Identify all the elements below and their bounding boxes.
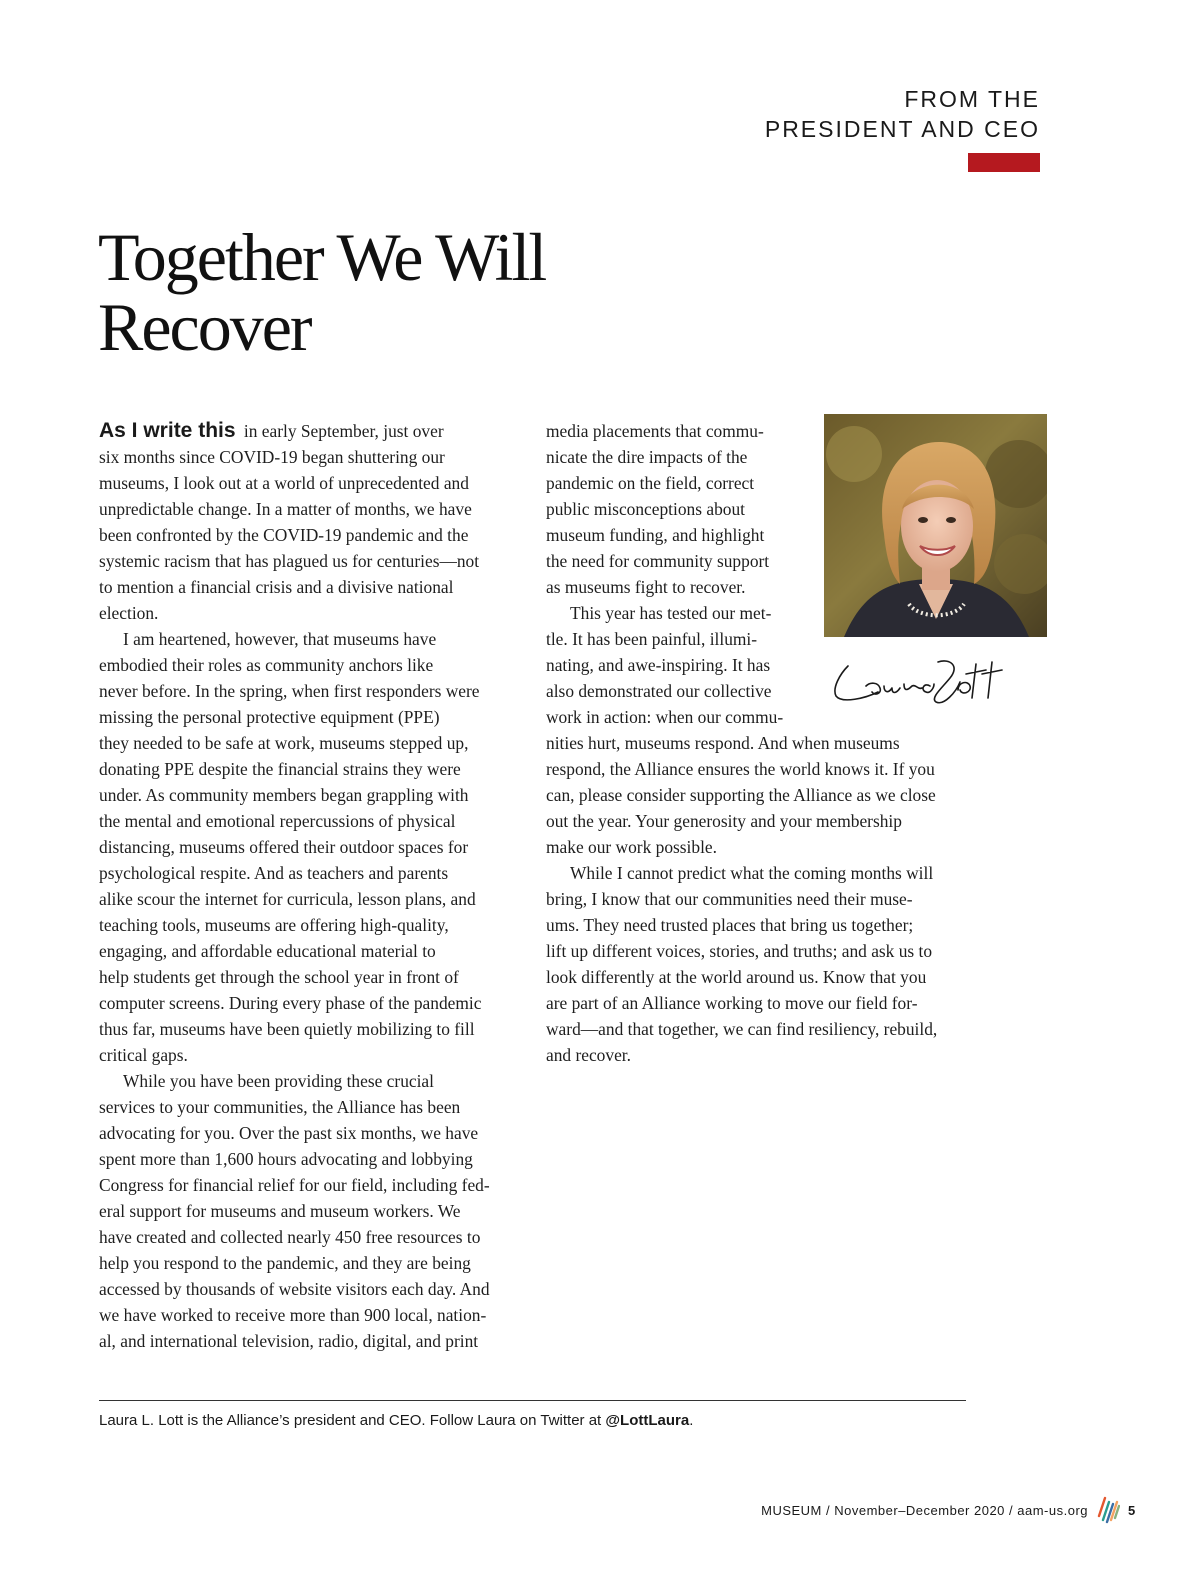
article-line [99,1120,524,1146]
article-line-text: donating PPE despite the financial strains they were [99,759,461,779]
article-line-text: help students get through the school year in front of [99,967,459,987]
article-line [546,990,976,1016]
article-line [99,782,524,808]
article-line [99,418,524,444]
author-footnote [99,1410,999,1432]
article-line-text: systemic racism that has plagued us for centuries—not [99,551,480,571]
article-line-text: engaging, and affordable educational material to [99,941,436,961]
article-line-text: nities hurt, museums respond. And when museums [546,733,900,753]
article-line [99,1250,524,1276]
article-line [99,522,524,548]
article-line-text: This year has tested our met- [570,603,772,623]
article-line [99,912,524,938]
article-line-text: work in action: when our commu- [546,707,784,727]
article-column-left [99,418,524,1354]
article-line [99,1094,524,1120]
article-lead-in: As I write this [99,419,236,442]
page-number: 5 [1128,1503,1136,1518]
article-line-text: public misconceptions about [546,499,745,519]
article-line-text: are part of an Alliance working to move our field for- [546,993,918,1013]
article-line-text: al, and international television, radio, digital, and print [99,1331,479,1351]
page-title-line1: Together We Will [98,219,546,295]
article-line-text: accessed by thousands of website visitors each day. And [99,1279,490,1299]
article-line [99,1146,524,1172]
article-line-text: distancing, museums offered their outdoor spaces for [99,837,469,857]
article-line-text: unpredictable change. In a matter of months, we have [99,499,472,519]
article-line-text: teaching tools, museums are offering high-quality, [99,915,449,935]
article-line-text: bring, I know that our communities need their muse- [546,889,913,909]
article-line-text: respond, the Alliance ensures the world knows it. If you [546,759,935,779]
article-line-text: thus far, museums have been quietly mobilizing to fill [99,1019,475,1039]
author-portrait [824,414,1047,637]
author-signature [826,652,1012,712]
article-line-text: and recover. [546,1045,631,1065]
article-line-text: tle. It has been painful, illumi- [546,629,758,649]
article-line-text: in early September, just over [243,421,444,441]
article-line [99,704,524,730]
article-line-text: eral support for museums and museum workers. We [99,1201,461,1221]
footnote-text: Laura L. Lott is the Alliance’s president and CEO. Follow Laura on Twitter at [99,1412,606,1429]
article-line [99,1328,524,1354]
article-line-text: also demonstrated our collective [546,681,772,701]
article-line-text: to mention a financial crisis and a divisive national [99,577,454,597]
article-line-text: lift up different voices, stories, and truths; and ask us to [546,941,933,961]
article-line [99,964,524,990]
article-line-text: out the year. Your generosity and your membership [546,811,902,831]
article-line [546,756,976,782]
article-line-text: pandemic on the field, correct [546,473,755,493]
article-line [99,1302,524,1328]
article-line-text: election. [99,603,159,623]
article-line-text: ums. They need trusted places that bring us together; [546,915,914,935]
article-line-text: services to your communities, the Alliance has been [99,1097,461,1117]
article-line-text: embodied their roles as community anchors like [99,655,434,675]
twitter-handle[interactable]: @LottLaura [605,1412,690,1429]
page-title-line2: Recover [98,289,311,365]
article-line-text: make our work possible. [546,837,717,857]
section-label-line2: PRESIDENT AND CEO [764,116,1040,142]
article-line [99,548,524,574]
article-line-text: six months since COVID-19 began shuttering our [99,447,445,467]
article-line [546,964,976,990]
article-line [546,730,976,756]
footnote-end: . [689,1412,694,1429]
article-line [99,496,524,522]
article-line [99,1198,524,1224]
article-line [99,1172,524,1198]
article-line-text: look differently at the world around us. Know that you [546,967,927,987]
article-line [99,574,524,600]
article-line-text: have created and collected nearly 450 free resources to [99,1227,481,1247]
article-line-text: advocating for you. Over the past six months, we have [99,1123,479,1143]
article-line [546,912,976,938]
article-line-text: as museums fight to recover. [546,577,746,597]
aam-logo-icon [1096,1494,1120,1526]
article-line-text: alike scour the internet for curricula, lesson plans, and [99,889,476,909]
article-line [99,860,524,886]
article-line-text: missing the personal protective equipment (PPE) [99,707,440,727]
article-line [99,444,524,470]
article-line [546,1016,976,1042]
article-line-text: can, please consider supporting the Alliance as we close [546,785,936,805]
article-line-text: psychological respite. And as teachers and parents [99,863,449,883]
article-line [99,938,524,964]
article-line [99,1224,524,1250]
article-line-text: been confronted by the COVID-19 pandemic and the [99,525,469,545]
article-line-text: help you respond to the pandemic, and they are being [99,1253,471,1273]
article-line-text: nating, and awe-inspiring. It has [546,655,771,675]
article-line [99,470,524,496]
article-line-text: media placements that commu- [546,421,764,441]
article-line [99,626,524,652]
article-line [99,1042,524,1068]
article-line [546,938,976,964]
article-line-text: While you have been providing these crucial [123,1071,434,1091]
article-line-text: computer screens. During every phase of the pandemic [99,993,482,1013]
article-line [99,808,524,834]
article-line-text: they needed to be safe at work, museums stepped up, [99,733,469,753]
article-line-text: under. As community members began grappling with [99,785,469,805]
article-line-text: the need for community support [546,551,770,571]
article-line-text: I am heartened, however, that museums have [123,629,437,649]
article-line-text: the mental and emotional repercussions of physical [99,811,456,831]
article-line [99,1016,524,1042]
article-line [99,600,524,626]
article-line [99,1068,524,1094]
article-line-text: never before. In the spring, when first responders were [99,681,480,701]
article-line [546,782,976,808]
article-line [99,652,524,678]
page-folio: MUSEUM / November–December 2020 / aam-us.org [761,1503,1088,1518]
article-line-text: ward—and that together, we can find resiliency, rebuild, [546,1019,938,1039]
article-line [99,730,524,756]
article-line [99,756,524,782]
article-line [99,834,524,860]
article-line-text: Congress for financial relief for our field, including fed- [99,1175,490,1195]
article-line-text: spent more than 1,600 hours advocating and lobbying [99,1149,473,1169]
article-line-text: While I cannot predict what the coming months will [570,863,934,883]
article-line [99,678,524,704]
article-line-text: we have worked to receive more than 900 local, nation- [99,1305,487,1325]
article-line [546,1042,976,1068]
section-label-line1: FROM THE [904,86,1040,112]
article-line [99,1276,524,1302]
page-title [98,219,718,365]
article-line [99,886,524,912]
article-line [546,886,976,912]
accent-bar [968,153,1040,172]
article-line [99,990,524,1016]
article-line-text: museum funding, and highlight [546,525,765,545]
article-line-text: critical gaps. [99,1045,188,1065]
article-line-text: nicate the dire impacts of the [546,447,748,467]
footnote-divider [99,1400,966,1401]
section-label [620,84,1040,144]
article-line-text: museums, I look out at a world of unprecedented and [99,473,469,493]
article-line [546,808,976,834]
article-line [546,834,976,860]
article-line [546,860,976,886]
